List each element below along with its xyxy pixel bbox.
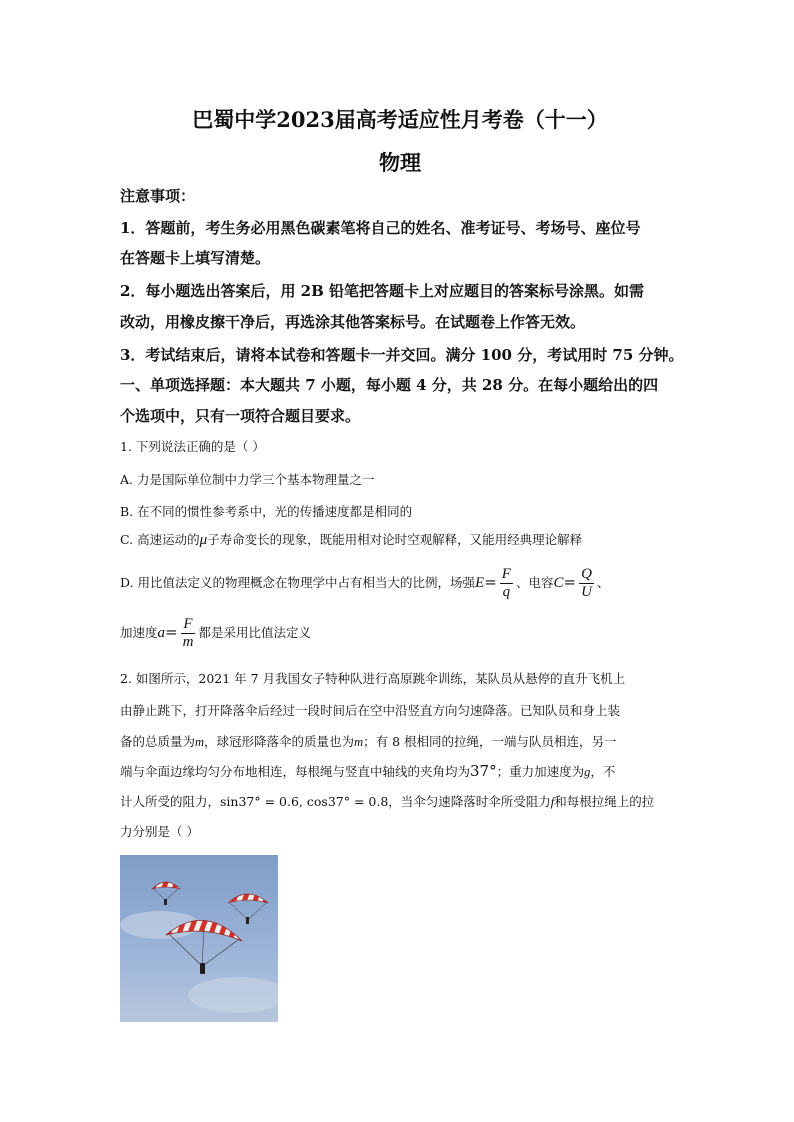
q2-line-5-prefix: 计人所受的阻力， — [120, 794, 221, 809]
fraction-f-over-q — [500, 566, 513, 601]
q1-option-d — [120, 566, 609, 601]
q1-option-d-line-2 — [120, 616, 311, 651]
section-1-heading-line-2: 个选项中，只有一项符合题目要求。 — [120, 407, 361, 425]
equals-sign-2: = — [563, 573, 577, 591]
angle-value: 37° — [470, 762, 497, 780]
notice-item-1-line-2: 在答题卡上填写清楚。 — [120, 249, 271, 267]
q2-line-3-middle: ，球冠形降落伞的质量也为 — [204, 734, 355, 749]
q2-line-4-middle: ；重力加速度为 — [496, 764, 585, 779]
fraction-denominator-u: U — [581, 584, 592, 600]
q2-line-1: 2. 如图所示，2021 年 7 月我国女子特种队进行高原跳伞训练，某队员从悬停的直升飞机上 — [120, 671, 626, 686]
q2-line-3 — [120, 732, 617, 750]
q1-option-d-end: 、 — [596, 575, 610, 590]
q1-option-d-middle: 、电容 — [515, 575, 554, 590]
parachute-illustration — [120, 855, 278, 1022]
equals-sign-1: = — [484, 573, 497, 591]
fraction-numerator-q: Q — [581, 566, 592, 582]
q2-line-5 — [120, 792, 654, 810]
section-1-heading-line-1: 一、单项选择题：本大题共 7 小题，每小题 4 分，共 28 分。在每小题给出的四 — [120, 376, 659, 394]
fraction-denominator-q: q — [502, 584, 511, 600]
q2-line-2: 由静止跳下，打开降落伞后经过一段时间后在空中沿竖直方向匀速降落。已知队员和身上装 — [120, 703, 621, 718]
fraction-numerator-f-2: F — [181, 616, 196, 634]
q2-line-4-prefix: 端与伞面边缘均匀分布地相连，每根绳与竖直中轴线的夹角均为 — [120, 764, 471, 779]
notice-item-3: 3．考试结束后，请将本试卷和答题卡一并交回。满分 100 分，考试用时 75 分钟。 — [120, 346, 684, 364]
mu-symbol: μ — [199, 532, 208, 548]
q1-option-c — [120, 530, 582, 549]
exam-title: 巴蜀中学2023届高考适应性月考卷（十一） — [192, 107, 608, 132]
q1-option-c-prefix: C. 高速运动的 — [120, 532, 200, 547]
q1-option-a: A. 力是国际单位制中力学三个基本物理量之一 — [120, 472, 375, 487]
subject-title: 物理 — [379, 150, 421, 175]
fraction-q-over-u — [579, 566, 594, 601]
q1-stem: 1. 下列说法正确的是（ ） — [120, 439, 265, 454]
q1-option-b: B. 在不同的惯性参考系中，光的传播速度都是相同的 — [120, 504, 413, 519]
acceleration-symbol-a: a — [157, 625, 166, 641]
q2-line-4 — [120, 762, 615, 780]
notice-heading: 注意事项： — [120, 187, 196, 205]
notice-item-1-line-1: 1．答题前，考生务必用黑色碳素笔将自己的姓名、准考证号、考场号、座位号 — [120, 219, 641, 237]
equals-sign-3: = — [165, 623, 178, 641]
gravity-symbol-g: g — [584, 765, 591, 779]
q1-option-c-suffix: 子寿命变长的现象，既能用相对论时空观解释，又能用经典理论解释 — [207, 532, 583, 547]
fraction-numerator-f: F — [501, 566, 511, 582]
q1-option-d2-suffix: 都是采用比值法定义 — [198, 625, 311, 640]
notice-item-2-line-1: 2．每小题选出答案后，用 2B 铅笔把答题卡上对应题目的答案标号涂黑。如需 — [120, 282, 644, 300]
mass-symbol-m-1: m — [195, 735, 205, 749]
trig-values: sin37° = 0.6, cos37° = 0.8 — [220, 794, 389, 809]
q2-line-5-suffix: 和每根拉绳上的拉 — [554, 794, 655, 809]
capacitance-symbol-c: C — [553, 575, 564, 591]
q2-line-4-suffix: ，不 — [590, 764, 616, 779]
fraction-denominator-m: m — [182, 634, 194, 650]
q1-option-d2-prefix: 加速度 — [120, 625, 158, 640]
q1-option-d-prefix: D. 用比值法定义的物理概念在物理学中占有相当大的比例，场强 — [120, 575, 476, 590]
q2-line-6: 力分别是（ ） — [120, 824, 199, 839]
fraction-f-over-m — [181, 616, 196, 651]
q2-line-3-suffix: ；有 8 根相同的拉绳，一端与队员相连，另一 — [363, 734, 617, 749]
q2-line-3-prefix: 备的总质量为 — [120, 734, 196, 749]
field-symbol-e: E — [475, 575, 485, 591]
parachute-photo — [120, 855, 278, 1022]
drag-symbol-f: f — [550, 795, 555, 809]
notice-item-2-line-2: 改动，用橡皮擦干净后，再选涂其他答案标号。在试题卷上作答无效。 — [120, 313, 586, 331]
q2-line-5-middle: ，当伞匀速降落时伞所受阻力 — [388, 794, 551, 809]
mass-symbol-m-2: m — [354, 735, 364, 749]
